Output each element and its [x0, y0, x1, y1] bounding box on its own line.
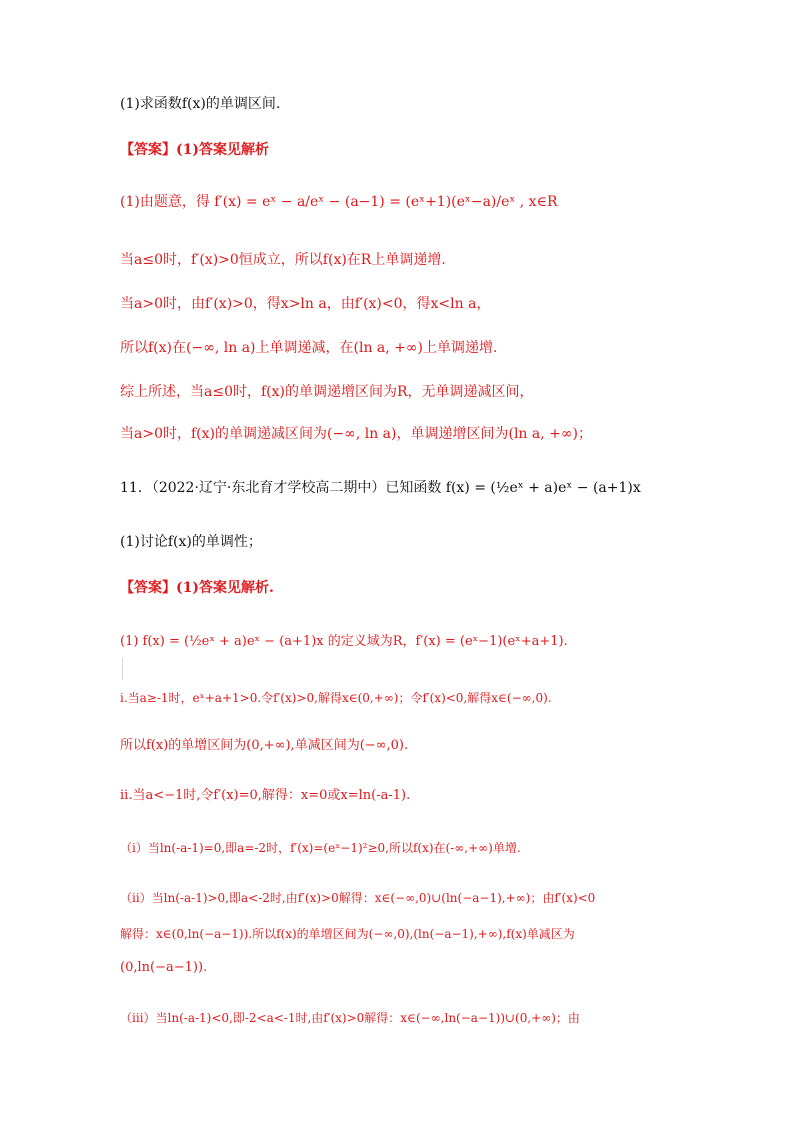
case-ii: ii.当a<−1时,令f′(x)=0,解得：x=0或x=ln(-a-1). [120, 788, 411, 803]
summary-line-1: 综上所述，当a≤0时，f(x)的单调递增区间为R，无单调递减区间， [120, 384, 534, 400]
answer-label-11: 【答案】(1)答案见解析. [120, 580, 274, 596]
case-a-nonpositive: 当a≤0时，f′(x)>0恒成立，所以f(x)在R上单调递增. [120, 252, 446, 268]
case-i: i.当a≥-1时，eˣ+a+1>0.令f′(x)>0,解得x∈(0,+∞)；令f′(x)<0,解得x∈(−∞,0). [120, 691, 552, 705]
margin-bar [122, 658, 123, 680]
derivative-line: (1)由题意，得 f′(x) = eˣ − a/eˣ − (a−1) = (eˣ+1)(eˣ−a)/eˣ , x∈R [120, 194, 558, 210]
summary-line-2: 当a>0时，f(x)的单调递减区间为(−∞, ln a)，单调递增区间为(ln a, +∞)； [120, 426, 592, 442]
domain-derivative-line: (1) f(x) = (½eˣ + a)eˣ − (a+1)x 的定义域为R，f′(x) = (eˣ−1)(eˣ+a+1). [120, 634, 568, 649]
monotonic-intervals: 所以f(x)在(−∞, ln a)上单调递减，在(ln a, +∞)上单调递增. [120, 340, 498, 356]
sub-case-ii-line-3: (0,ln(−a−1)). [120, 960, 208, 975]
case-i-conclusion: 所以f(x)的单增区间为(0,+∞),单减区间为(−∞,0). [120, 738, 409, 753]
sub-case-i: （i）当ln(-a-1)=0,即a=-2时，f′(x)=(eˣ−1)²≥0,所以f(x)在(-∞,+∞)单增. [120, 841, 521, 855]
sub-case-ii-line-1: （ii）当ln(-a-1)>0,即a<-2时,由f′(x)>0解得：x∈(−∞,0)∪(ln(−a−1),+∞)；由f′(x)<0 [120, 891, 596, 905]
problem-11-statement: 11．（2022·辽宁·东北育才学校高二期中）已知函数 f(x) = (½eˣ + a)eˣ − (a+1)x [120, 480, 641, 496]
question-1-prompt: (1)求函数f(x)的单调区间. [120, 96, 281, 112]
case-a-positive: 当a>0时，由f′(x)>0，得x>ln a，由f′(x)<0，得x<ln a， [120, 296, 491, 312]
sub-case-ii-line-2: 解得：x∈(0,ln(−a−1)).所以f(x)的单增区间为(−∞,0),(ln(−a−1),+∞),f(x)单减区为 [120, 927, 575, 941]
question-11-1-prompt: (1)讨论f(x)的单调性； [120, 534, 262, 550]
sub-case-iii: （iii）当ln(-a-1)<0,即-2<a<-1时,由f′(x)>0解得：x∈(−∞,ln(−a−1))∪(0,+∞)；由 [120, 1011, 580, 1025]
answer-label-1: 【答案】(1)答案见解析 [120, 142, 269, 158]
